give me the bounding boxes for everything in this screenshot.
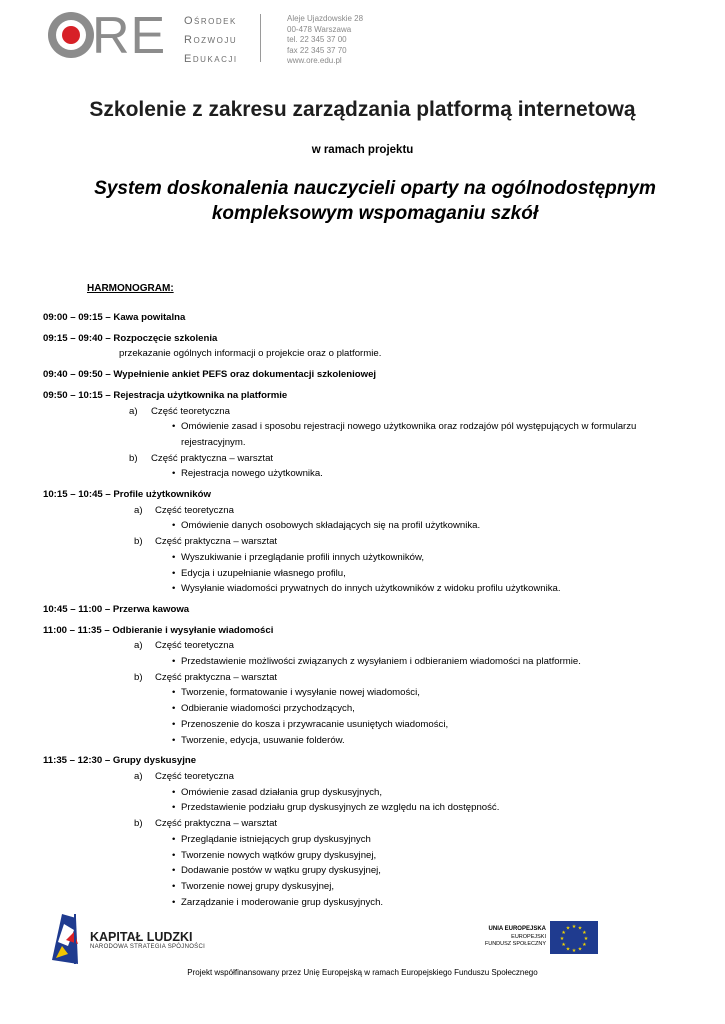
list-item-text: Odbieranie wiadomości przychodzących, bbox=[181, 703, 355, 715]
address-block: Aleje Ujazdowskie 28 00-478 Warszawa tel. 22 345 37 00 fax 22 345 37 70 www.ore.edu.pl bbox=[287, 14, 364, 65]
bullet-icon: • bbox=[172, 551, 176, 563]
list-item-text: Tworzenie nowych wątków grupy dyskusyjnej, bbox=[181, 849, 377, 861]
ore-logo-letters: RE bbox=[92, 7, 167, 65]
bullet-icon: • bbox=[172, 583, 176, 595]
list-item bbox=[172, 566, 683, 582]
kl-subtitle: NARODOWA STRATEGIA SPÓJNOŚCI bbox=[90, 944, 206, 950]
bullet-icon: • bbox=[172, 880, 176, 892]
page-title: Szkolenie z zakresu zarządzania platformą internetową bbox=[89, 98, 636, 121]
list-item-text: Wysyłanie wiadomości prywatnych do innych użytkowników z widoku profilu użytkownika. bbox=[181, 583, 561, 595]
list-item-text: Przedstawienie podziału grup dyskusyjnych ze względu na ich dostępność. bbox=[181, 802, 500, 814]
bullet-icon: • bbox=[172, 802, 176, 814]
session-part bbox=[43, 451, 683, 467]
list-item-text: Edycja i uzupełnianie własnego profilu, bbox=[181, 567, 346, 579]
part-label: Część teoretyczna bbox=[151, 405, 230, 417]
svg-text:★: ★ bbox=[583, 936, 589, 942]
svg-text:★: ★ bbox=[561, 930, 566, 936]
part-letter: b) bbox=[134, 671, 143, 683]
session-heading: 10:15 – 10:45 – Profile użytkowników bbox=[43, 489, 211, 501]
list-item-text: Tworzenie, formatowanie i wysyłanie nowej wiadomości, bbox=[181, 687, 420, 699]
session-part bbox=[43, 534, 683, 550]
part-letter: a) bbox=[134, 504, 143, 516]
list-item bbox=[172, 518, 683, 534]
list-item-text: Tworzenie nowej grupy dyskusyjnej, bbox=[181, 880, 335, 892]
list-item bbox=[172, 733, 683, 749]
bullet-icon: • bbox=[172, 687, 176, 699]
part-letter: a) bbox=[134, 640, 143, 652]
list-item bbox=[172, 466, 683, 482]
bullet-icon: • bbox=[172, 520, 176, 532]
bullet-icon: • bbox=[172, 786, 176, 798]
part-letter: b) bbox=[134, 536, 143, 548]
list-item-text: Omówienie zasad i sposobu rejestracji nowego użytkownika oraz rodzajów pól występujących w formularzu rejestracyjnym. bbox=[181, 421, 637, 448]
part-label: Część praktyczna – warsztat bbox=[151, 452, 274, 464]
part-label: Część praktyczna – warsztat bbox=[155, 818, 278, 830]
svg-text:★: ★ bbox=[577, 946, 583, 953]
project-title: System doskonalenia nauczycieli oparty na ogólnodostępnym kompleksowym wspomaganiu szkół bbox=[94, 178, 656, 224]
list-item bbox=[172, 785, 683, 801]
bullet-icon: • bbox=[172, 656, 176, 668]
list-item-text: Zarządzanie i moderowanie grup dyskusyjnych. bbox=[181, 896, 384, 908]
list-item bbox=[172, 879, 683, 895]
session-heading: 11:00 – 11:35 – Odbieranie i wysyłanie wiadomości bbox=[43, 624, 274, 636]
bullet-icon: • bbox=[172, 421, 176, 433]
list-item-text: Dodawanie postów w wątku grupy dyskusyjnej, bbox=[181, 865, 381, 877]
harmonogram-heading: HARMONOGRAM: bbox=[87, 283, 174, 294]
bullet-icon: • bbox=[172, 734, 176, 746]
session-heading: 09:00 – 09:15 – Kawa powitalna bbox=[43, 312, 186, 323]
svg-text:★: ★ bbox=[571, 948, 577, 954]
session-heading: 11:35 – 12:30 – Grupy dyskusyjne bbox=[43, 755, 197, 767]
session-heading: 09:40 – 09:50 – Wypełnienie ankiet PEFS oraz dokumentacji szkoleniowej bbox=[43, 369, 377, 381]
session-description: przekazanie ogólnych informacji o projekcie oraz o platformie. bbox=[119, 348, 382, 360]
list-item-text: Wyszukiwanie i przeglądanie profili innych użytkowników, bbox=[181, 551, 425, 563]
list-item bbox=[172, 581, 683, 597]
kl-title: KAPITAŁ LUDZKI bbox=[90, 930, 193, 944]
list-item bbox=[172, 863, 683, 879]
bullet-icon: • bbox=[172, 567, 176, 579]
svg-text:★: ★ bbox=[559, 936, 565, 942]
svg-text:★: ★ bbox=[561, 942, 566, 948]
schedule bbox=[43, 310, 683, 910]
subtitle: w ramach projektu bbox=[311, 144, 414, 156]
bullet-icon: • bbox=[172, 833, 176, 845]
part-letter: b) bbox=[129, 452, 138, 464]
list-item bbox=[172, 419, 683, 450]
session-part bbox=[43, 816, 683, 832]
list-item-text: Omówienie zasad działania grup dyskusyjnych, bbox=[181, 786, 383, 798]
session-heading: 09:50 – 10:15 – Rejestracja użytkownika na platformie bbox=[43, 389, 288, 401]
eu-logo bbox=[476, 921, 598, 955]
list-item bbox=[172, 717, 683, 733]
session-part bbox=[43, 503, 683, 519]
session-heading: 09:15 – 09:40 – Rozpoczęcie szkolenia bbox=[43, 332, 218, 344]
footer-note: Projekt współfinansowany przez Unię Europejską w ramach Europejskiego Funduszu Społecznego bbox=[187, 968, 538, 977]
list-item bbox=[172, 654, 683, 670]
part-label: Część praktyczna – warsztat bbox=[155, 536, 278, 548]
list-item bbox=[172, 895, 683, 911]
svg-text:★: ★ bbox=[565, 925, 571, 932]
session-part bbox=[43, 638, 683, 654]
part-label: Część teoretyczna bbox=[155, 504, 234, 516]
session-part bbox=[43, 769, 683, 785]
part-label: Część teoretyczna bbox=[155, 640, 234, 652]
list-item bbox=[172, 832, 683, 848]
part-letter: a) bbox=[129, 405, 138, 417]
list-item bbox=[172, 685, 683, 701]
list-item bbox=[172, 550, 683, 566]
svg-text:★: ★ bbox=[582, 942, 587, 948]
list-item bbox=[172, 848, 683, 864]
part-letter: a) bbox=[134, 770, 143, 782]
bullet-icon: • bbox=[172, 896, 176, 908]
kapital-ludzki-logo bbox=[52, 910, 212, 966]
svg-text:★: ★ bbox=[582, 930, 587, 936]
list-item bbox=[172, 701, 683, 717]
session-part bbox=[43, 670, 683, 686]
session-part bbox=[43, 404, 683, 420]
eu-sub2: FUNDUSZ SPOŁECZNY bbox=[484, 941, 546, 947]
list-item-text: Rejestracja nowego użytkownika. bbox=[181, 468, 323, 480]
part-letter: b) bbox=[134, 818, 143, 830]
ore-logo-circle bbox=[48, 12, 94, 58]
list-item-text: Przenoszenie do kosza i przywracanie usuniętych wiadomości, bbox=[181, 718, 449, 730]
eu-title: UNIA EUROPEJSKA bbox=[488, 926, 546, 932]
header-divider bbox=[260, 14, 261, 62]
bullet-icon: • bbox=[172, 865, 176, 877]
part-label: Część praktyczna – warsztat bbox=[155, 671, 278, 683]
svg-text:★: ★ bbox=[577, 925, 583, 932]
list-item-text: Przeglądanie istniejących grup dyskusyjnych bbox=[181, 833, 371, 845]
list-item-text: Tworzenie, edycja, usuwanie folderów. bbox=[181, 734, 345, 746]
session-heading: 10:45 – 11:00 – Przerwa kawowa bbox=[43, 603, 190, 615]
svg-text:★: ★ bbox=[565, 946, 571, 953]
eu-sub1: EUROPEJSKI bbox=[511, 934, 546, 940]
svg-text:★: ★ bbox=[571, 924, 577, 930]
eu-flag-icon bbox=[550, 921, 598, 954]
bullet-icon: • bbox=[172, 849, 176, 861]
list-item-text: Omówienie danych osobowych składających się na profil użytkownika. bbox=[181, 520, 481, 532]
ore-logo bbox=[48, 7, 168, 65]
bullet-icon: • bbox=[172, 718, 176, 730]
list-item-text: Przedstawienie możliwości związanych z wysyłaniem i odbieraniem wiadomości na platformie. bbox=[181, 656, 581, 668]
list-item bbox=[172, 800, 683, 816]
part-label: Część teoretyczna bbox=[155, 770, 234, 782]
bullet-icon: • bbox=[172, 703, 176, 715]
bullet-icon: • bbox=[172, 468, 176, 480]
org-name: Ośrodek Rozwoju Edukacji bbox=[184, 15, 238, 65]
